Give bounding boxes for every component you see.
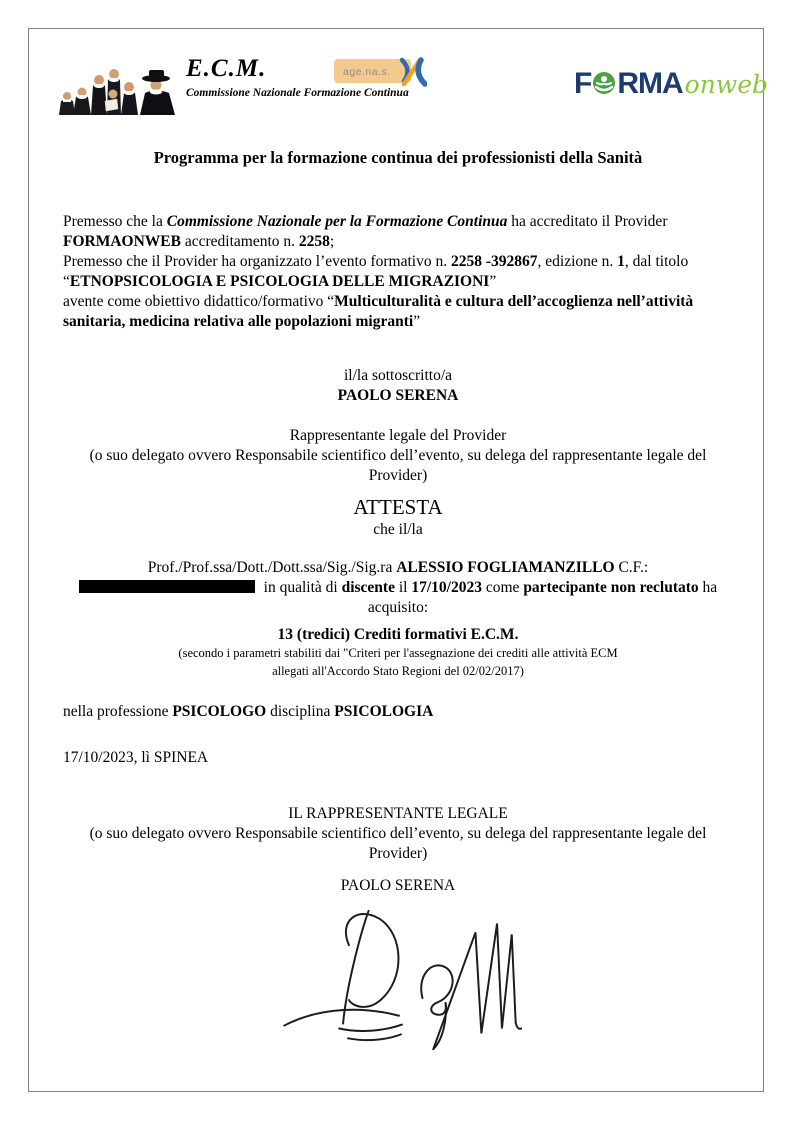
ecm-painting-image xyxy=(55,63,181,115)
profession-value: PSICOLOGO xyxy=(172,703,267,720)
profession-mid: disciplina xyxy=(266,703,335,720)
edition-number: 1 xyxy=(617,253,625,270)
premise-l4a: “ xyxy=(63,273,70,290)
signature-area xyxy=(63,902,733,1060)
premise-paragraph xyxy=(63,212,733,332)
signatory-block xyxy=(63,804,733,864)
attest-l2a: in qualità di xyxy=(259,579,342,596)
premise-l2b: accreditamento n. xyxy=(180,233,299,250)
formaonweb-logo xyxy=(574,67,768,101)
objective-part1: Multiculturalità e cultura dell’accoglienza nell’attività xyxy=(334,293,694,310)
attest-l3: acquisito: xyxy=(367,599,429,616)
premise-l4c: ” xyxy=(489,273,497,290)
premise-l3a: Premesso che il Provider ha organizzato l’evento formativo n. xyxy=(63,253,451,270)
certificate-body xyxy=(29,148,763,1060)
credits-note-line2: allegati all'Accordo Stato Regioni del 02/02/2017) xyxy=(272,663,524,678)
objective-part2: sanitaria, medicina relativa alle popolazioni migranti xyxy=(63,313,414,330)
forma-letters-rma: RMA xyxy=(617,67,683,100)
premise-l6b: ” xyxy=(413,313,421,330)
credits-block xyxy=(63,625,733,680)
fiscal-code-redaction-bar xyxy=(79,580,255,593)
discipline-value: PSICOLOGIA xyxy=(334,703,434,720)
subscriber-intro: il/la sottoscritto/a xyxy=(343,367,453,384)
subscriber-name: PAOLO SERENA xyxy=(337,387,459,404)
signatory-delegate-line1: (o suo delegato ovvero Responsabile scientifico dell’evento, su delega del rappresentante legale del xyxy=(89,825,707,842)
event-date: 17/10/2023 xyxy=(411,579,482,596)
handwritten-signature-image xyxy=(274,902,522,1054)
forma-letter-f: F xyxy=(574,67,592,100)
provider-name: FORMAONWEB xyxy=(63,233,181,250)
commission-name: Commissione Nazionale per la Formazione Continua xyxy=(166,213,508,230)
forma-onweb-script: onweb xyxy=(684,70,769,99)
credits-headline: 13 (tredici) Crediti formativi E.C.M. xyxy=(277,626,519,643)
accreditation-number: 2258 xyxy=(298,233,330,250)
event-number: 2258 -392867 xyxy=(450,253,538,270)
forma-globe-icon xyxy=(592,71,616,95)
agenas-logo xyxy=(334,59,411,83)
delegate-note-line2: Provider) xyxy=(368,467,428,484)
subscriber-role-block xyxy=(63,426,733,486)
profession-pre: nella professione xyxy=(63,703,173,720)
credits-note xyxy=(63,645,733,680)
attest-paragraph xyxy=(63,558,733,618)
premise-l3e: , dal titolo xyxy=(624,253,689,270)
cf-label: C.F.: xyxy=(614,559,649,576)
delegate-note-line1: (o suo delegato ovvero Responsabile scientifico dell’evento, su delega del rappresentante legale del xyxy=(89,447,707,464)
participant-role: discente xyxy=(341,579,395,596)
recruitment-status: partecipante non reclutato xyxy=(523,579,699,596)
signatory-name: PAOLO SERENA xyxy=(340,877,456,894)
salutation: Prof./Prof.ssa/Dott./Dott.ssa/Sig./Sig.ra xyxy=(147,559,397,576)
premise-l3c: , edizione n. xyxy=(537,253,618,270)
credits-note-line1: (secondo i parametri stabiliti dai "Criteri per l'assegnazione dei crediti alle attività ECM xyxy=(178,646,618,660)
premise-l1c: ha accreditato il Provider xyxy=(507,213,668,230)
event-title: ETNOPSICOLOGIA E PSICOLOGIA DELLE MIGRAZIONI xyxy=(69,273,490,290)
agenas-swoosh-icon xyxy=(399,57,427,87)
ecm-title: E.C.M. xyxy=(186,55,267,82)
signatory-delegate-line2: Provider) xyxy=(368,845,428,862)
premise-l2d: ; xyxy=(329,233,335,250)
attesta-subline: che il/la xyxy=(373,521,423,538)
document-title: Programma per la formazione continua dei professionisti della Sanità xyxy=(153,148,643,167)
attest-l2e: come xyxy=(481,579,524,596)
date-and-place-line: 17/10/2023, lì SPINEA xyxy=(63,749,209,766)
attest-l2g: ha xyxy=(698,579,718,596)
attest-l2c: il xyxy=(394,579,412,596)
subscriber-block xyxy=(63,366,733,406)
signatory-role-title: IL RAPPRESENTANTE LEGALE xyxy=(288,805,508,822)
subscriber-role: Rappresentante legale del Provider xyxy=(289,427,507,444)
certificate-page xyxy=(28,28,769,1092)
premise-l5a: avente come obiettivo didattico/formativo “ xyxy=(63,293,335,310)
attesta-heading: ATTESTA xyxy=(353,495,443,519)
participant-name: ALESSIO FOGLIAMANZILLO xyxy=(396,559,615,576)
ecm-subtitle: Commissione Nazionale Formazione Continua xyxy=(186,87,409,99)
profession-line xyxy=(63,702,733,722)
premise-l1a: Premesso che la xyxy=(63,213,167,230)
agenas-label: age.na.s. xyxy=(343,66,391,78)
header xyxy=(29,29,769,124)
